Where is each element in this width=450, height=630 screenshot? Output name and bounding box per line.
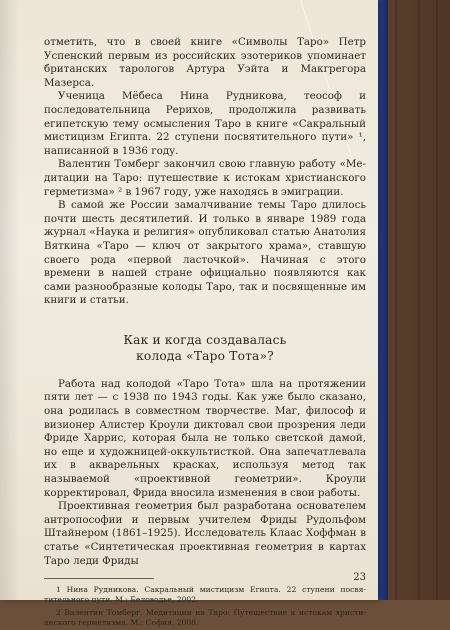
paragraph: Проективная геометрия был разработана основателем антропософии и первым учителем Фриды Рудольфом Штайнером (1861–1925). Исследователь Клаас Хоффман в статье «Синтетическая проективная геометрия в картах Таро леди Фриды	[44, 500, 366, 567]
table-grain	[395, 0, 397, 600]
page-number: 23	[353, 572, 366, 583]
footnote: 2 Валентин Томберг. Медитации на Таро: Путешествие к истокам христианского герметизма. М.: София, 2008.	[44, 607, 366, 627]
heading-line: колода «Таро Тота»?	[136, 348, 274, 363]
heading-line: Как и когда создавалась	[123, 332, 287, 347]
page-body	[44, 36, 366, 630]
paragraph: Ученица Мёбеса Нина Рудникова, теософ и последовательница Рерихов, продолжила развивать египетскую тему осмысления Таро в книге «Сакральный мистицизм Египта. 22 ступени посвятительного пути» ¹, написанной в 1936 году.	[44, 90, 366, 157]
footnote: 1 Нина Рудникова. Сакральный мистицизм Египта. 22 ступени посвятительного пути. М.: Беловодье, 2002.	[44, 585, 366, 605]
table-grain	[436, 0, 438, 600]
table-grain	[418, 0, 420, 600]
section-heading	[44, 332, 366, 364]
paragraph: Валентин Томберг закончил свою главную работу «Медитации на Таро: путешествие к истокам христианского герметизма» ² в 1967 году, уже находясь в эмиграции.	[44, 158, 366, 198]
paragraph: отметить, что в своей книге «Символы Таро» Петр Успенский первым из российских эзотериков упоминает британских тарологов Артура Уэйта и Макгрегора Мазерса.	[44, 36, 366, 89]
footnotes	[44, 585, 366, 628]
footnote-divider	[44, 578, 154, 579]
paragraph: В самой же России замалчивание темы Таро длилось почти шесть десятилетий. И только в январе 1989 года журнал «Наука и религия» опубликовал статью Анатолия Вяткина «Таро — ключ от закрытого храма», ставшую своего рода «первой ласточкой». Начиная с этого времени в нашей стране официально появляются как сами разнообразные колоды Таро, так и посвященные им книги и статьи.	[44, 199, 366, 307]
paragraph: Работа над колодой «Таро Тота» шла на протяжении пяти лет — с 1938 по 1943 годы. Как уже было сказано, она родилась в совместном творчестве. Маг, философ и визионер Алистер Кроули диктовал свои прозрения леди Фриде Харрис, которая была не только светской дамой, но еще и художницей-оккультисткой. Она запечатлевала их в акварельных красках, используя метод так называемой «проективной геометрии». Кроули корректировал, Фрида вносила изменения в свои работы.	[44, 377, 366, 499]
